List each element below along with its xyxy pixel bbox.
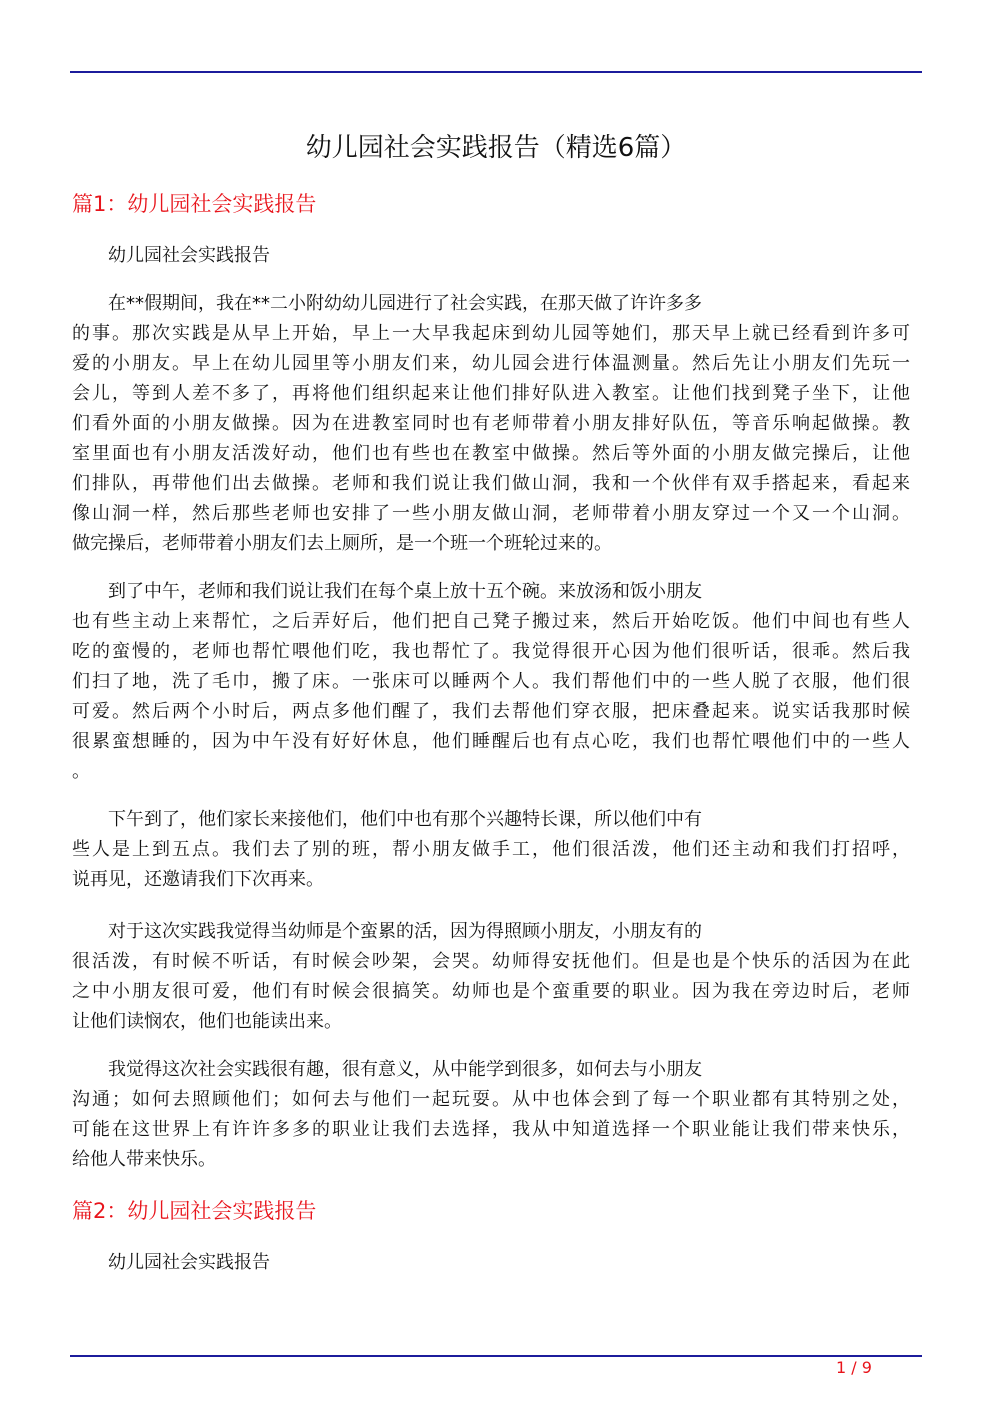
paragraph-line: 像山洞一样，然后那些老师也安排了一些小朋友做山洞，老师带着小朋友穿过一个又一个山洞。 [72,503,910,524]
paragraph-line: 爱的小朋友。早上在幼儿园里等小朋友们来，幼儿园会进行体温测量。然后先让小朋友们先玩一 [72,353,910,374]
paragraph-line: 之中小朋友很可爱，他们有时候会很搞笑。幼师也是个蛮重要的职业。因为我在旁边时后，老师 [72,981,910,1002]
paragraph [72,577,910,787]
paragraph [72,1055,910,1175]
paragraph-line: 我觉得这次社会实践很有趣，很有意义，从中能学到很多，如何去与小朋友 [108,1059,702,1080]
paragraph-line: 给他人带来快乐。 [72,1149,216,1170]
section-heading: 篇1：幼儿园社会实践报告 [72,192,317,216]
paragraph-line: 在**假期间，我在**二小附幼幼儿园进行了社会实践，在那天做了许许多多 [108,293,702,314]
paragraph-line: 。 [72,761,90,782]
section-heading: 篇2：幼儿园社会实践报告 [72,1199,317,1223]
paragraph-line: 们排队，再带他们出去做操。老师和我们说让我们做山洞，我和一个伙伴有双手搭起来，看起来 [72,473,910,494]
section-subtitle: 幼儿园社会实践报告 [108,245,270,266]
paragraph-line: 说再见，还邀请我们下次再来。 [72,869,324,890]
paragraph-line: 室里面也有小朋友活泼好动，他们也有些也在教室中做操。然后等外面的小朋友做完操后，让他 [72,443,910,464]
paragraph [72,289,910,559]
paragraph-line: 可能在这世界上有许许多多的职业让我们去选择，我从中知道选择一个职业能让我们带来快乐， [72,1119,910,1140]
paragraph-line: 到了中午，老师和我们说让我们在每个桌上放十五个碗。来放汤和饭小朋友 [108,581,702,602]
footer-rule [70,1355,922,1357]
paragraph-line: 对于这次实践我觉得当幼师是个蛮累的活，因为得照顾小朋友，小朋友有的 [108,921,702,942]
paragraph-line: 些人是上到五点。我们去了别的班，帮小朋友做手工，他们很活泼，他们还主动和我们打招呼， [72,839,910,860]
paragraph-line: 做完操后，老师带着小朋友们去上厕所，是一个班一个班轮过来的。 [72,533,612,554]
paragraph-line: 可爱。然后两个小时后，两点多他们醒了，我们去帮他们穿衣服，把床叠起来。说实话我那时候 [72,701,910,722]
section-subtitle: 幼儿园社会实践报告 [108,1252,270,1273]
paragraph-line: 很活泼，有时候不听话，有时候会吵架，会哭。幼师得安抚他们。但是也是个快乐的活因为在此 [72,951,910,972]
paragraph-line: 也有些主动上来帮忙，之后弄好后，他们把自己凳子搬过来，然后开始吃饭。他们中间也有些人 [72,611,910,632]
paragraph-line: 让他们读悯农，他们也能读出来。 [72,1011,342,1032]
paragraph-line: 沟通；如何去照顾他们；如何去与他们一起玩耍。从中也体会到了每一个职业都有其特别之处， [72,1089,910,1110]
paragraph-line: 的事。那次实践是从早上开始，早上一大早我起床到幼儿园等她们，那天早上就已经看到许多可 [72,323,910,344]
paragraph-line: 吃的蛮慢的，老师也帮忙喂他们吃，我也帮忙了。我觉得很开心因为他们很听话，很乖。然后我 [72,641,910,662]
document-title: 幼儿园社会实践报告（精选6篇） [305,133,687,163]
paragraph-line: 们看外面的小朋友做操。因为在进教室同时也有老师带着小朋友排好队伍，等音乐响起做操。教 [72,413,910,434]
paragraph-line: 下午到了，他们家长来接他们，他们中也有那个兴趣特长课，所以他们中有 [108,809,702,830]
paragraph-line: 很累蛮想睡的，因为中午没有好好休息，他们睡醒后也有点心吃，我们也帮忙喂他们中的一些人 [72,731,910,752]
paragraph [72,805,910,895]
paragraph [72,917,910,1037]
header-rule [70,71,922,73]
paragraph-line: 会儿，等到人差不多了，再将他们组织起来让他们排好队进入教室。让他们找到凳子坐下，让他 [72,383,910,404]
page-number: 1 / 9 [836,1358,872,1377]
paragraph-line: 们扫了地，洗了毛巾，搬了床。一张床可以睡两个人。我们帮他们中的一些人脱了衣服，他们很 [72,671,910,692]
